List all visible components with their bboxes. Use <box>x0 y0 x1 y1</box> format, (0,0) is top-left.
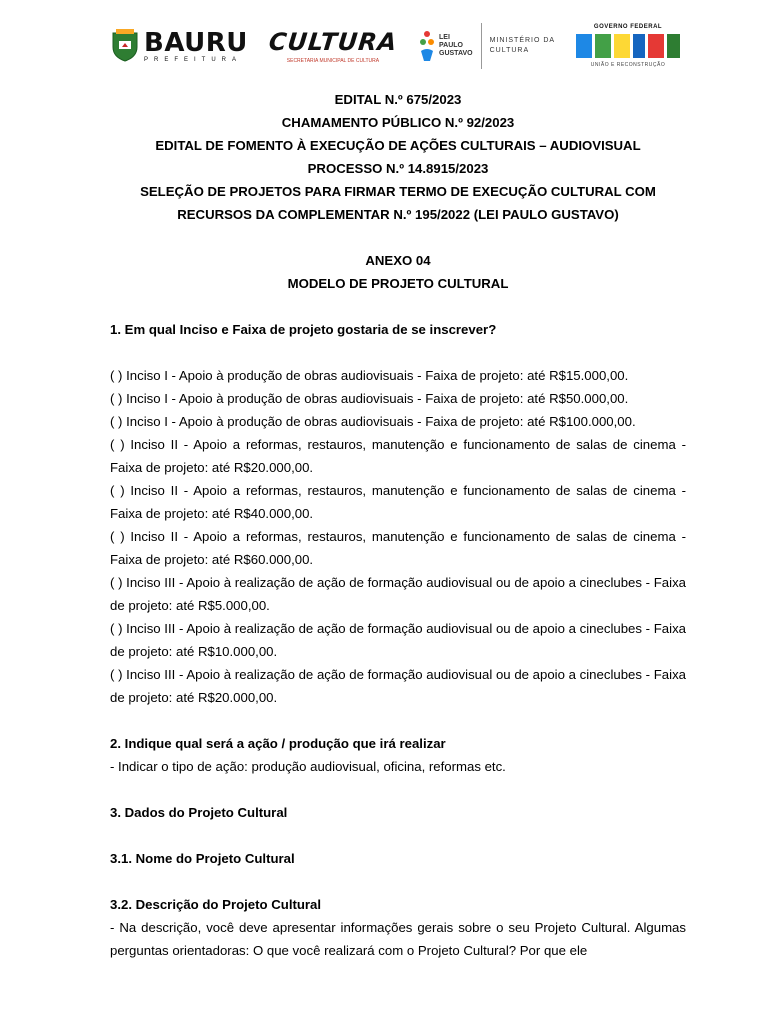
logo-divider <box>481 23 482 69</box>
section32-title: 3.2. Descrição do Projeto Cultural <box>110 897 322 912</box>
cultura-wordmark: CULTURA <box>267 28 399 56</box>
bauru-logo <box>110 29 248 63</box>
ministerio-cultura-text <box>490 36 556 56</box>
gov-bottom-text: UNIÃO E RECONSTRUÇÃO <box>590 62 666 68</box>
inciso-option: ( ) Inciso III - Apoio à realização de ação de formação audiovisual ou de apoio a cineclubes - Faixa de projeto: até R$20.000,00. <box>110 667 686 705</box>
ministerio-line2: CULTURA <box>489 47 530 54</box>
section1-question: 1. Em qual Inciso e Faixa de projeto gostaria de se inscrever? <box>110 322 497 337</box>
cultura-logo <box>269 28 397 64</box>
section2-text: - Indicar o tipo de ação: produção audiovisual, oficina, reformas etc. <box>110 759 506 774</box>
bauru-wordmark: BAURU <box>144 27 248 58</box>
section32-text: - Na descrição, você deve apresentar informações gerais sobre o seu Projeto Cultural. Algumas perguntas orientadoras: O que você realizará com o Projeto Cultural? Por que ele <box>110 920 686 958</box>
gov-top-text: GOVERNO FEDERAL <box>593 24 663 30</box>
ministerio-line1: MINISTÉRIO DA <box>489 37 556 44</box>
annex-title: MODELO DE PROJETO CULTURAL <box>287 276 509 291</box>
spacer <box>110 226 686 249</box>
bauru-subtitle: PREFEITURA <box>144 56 243 63</box>
cultura-subtitle: SECRETARIA MUNICIPAL DE CULTURA <box>286 58 380 64</box>
chamamento-number: CHAMAMENTO PÚBLICO N.º 92/2023 <box>281 115 515 130</box>
ministerio-logo-group <box>418 23 555 69</box>
lei-paulo-gustavo-logo <box>418 29 473 63</box>
inciso-option: ( ) Inciso II - Apoio a reformas, restauros, manutenção e funcionamento de salas de cinema - Faixa de projeto: até R$60.000,00. <box>110 529 686 567</box>
spacer <box>110 295 686 318</box>
spacer <box>110 778 686 801</box>
inciso-option: ( ) Inciso I - Apoio à produção de obras audiovisuais - Faixa de projeto: até R$50.000,00. <box>110 391 629 406</box>
brasil-wordmark-icon <box>576 32 680 60</box>
section3-title: 3. Dados do Projeto Cultural <box>110 805 288 820</box>
selecao-title: SELEÇÃO DE PROJETOS PARA FIRMAR TERMO DE EXECUÇÃO CULTURAL COM RECURSOS DA COMPLEMENTAR N.º 195/2022 (LEI PAULO GUSTAVO) <box>140 184 656 222</box>
governo-federal-logo <box>576 24 680 68</box>
inciso-option: ( ) Inciso II - Apoio a reformas, restauros, manutenção e funcionamento de salas de cinema - Faixa de projeto: até R$40.000,00. <box>110 483 686 521</box>
lpg-line3: GUSTAVO <box>439 50 473 57</box>
header-logos <box>110 18 680 74</box>
lei-paulo-gustavo-icon <box>418 29 436 63</box>
inciso-option: ( ) Inciso III - Apoio à realização de ação de formação audiovisual ou de apoio a cineclubes - Faixa de projeto: até R$5.000,00. <box>110 575 686 613</box>
spacer <box>110 709 686 732</box>
document-body <box>110 88 686 962</box>
spacer <box>110 870 686 893</box>
edital-title: EDITAL DE FOMENTO À EXECUÇÃO DE AÇÕES CULTURAIS – AUDIOVISUAL <box>155 138 641 153</box>
processo-number: PROCESSO N.º 14.8915/2023 <box>307 161 489 176</box>
lpg-line2: PAULO <box>439 42 463 49</box>
bauru-crest-icon <box>110 29 140 63</box>
spacer <box>110 824 686 847</box>
annex-label: ANEXO 04 <box>365 253 431 268</box>
inciso-option: ( ) Inciso I - Apoio à produção de obras audiovisuais - Faixa de projeto: até R$15.000,00. <box>110 368 629 383</box>
section31-title: 3.1. Nome do Projeto Cultural <box>110 851 295 866</box>
spacer <box>110 341 686 364</box>
section2-question: 2. Indique qual será a ação / produção que irá realizar <box>110 736 446 751</box>
edital-number: EDITAL N.º 675/2023 <box>334 92 462 107</box>
inciso-option: ( ) Inciso I - Apoio à produção de obras audiovisuais - Faixa de projeto: até R$100.000,00. <box>110 414 636 429</box>
inciso-option: ( ) Inciso II - Apoio a reformas, restauros, manutenção e funcionamento de salas de cinema - Faixa de projeto: até R$20.000,00. <box>110 437 686 475</box>
lpg-line1: LEI <box>439 34 450 41</box>
inciso-option: ( ) Inciso III - Apoio à realização de ação de formação audiovisual ou de apoio a cineclubes - Faixa de projeto: até R$10.000,00. <box>110 621 686 659</box>
